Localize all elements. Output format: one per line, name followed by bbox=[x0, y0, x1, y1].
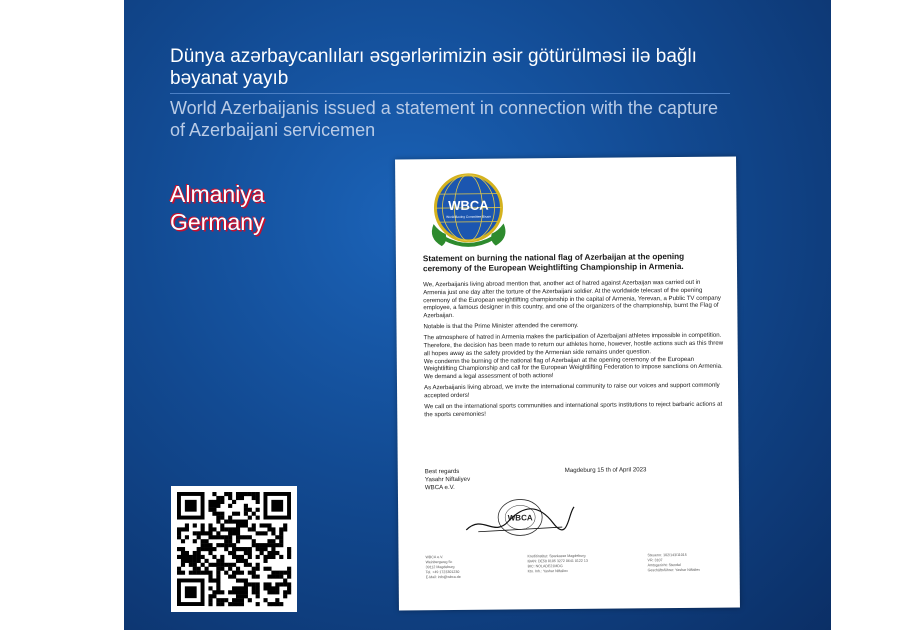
footer-line: VR: 3107 bbox=[647, 558, 663, 563]
country-en: Germany bbox=[170, 209, 265, 235]
footer-line: 39112 Magdeburg bbox=[425, 564, 455, 570]
title-azerbaijani: Dünya azərbaycanlıları əsgərlərimizin əsir götürülməsi ilə bağlı bəyanat yayıb bbox=[170, 46, 697, 89]
logo-text: WBCA bbox=[448, 197, 489, 214]
qr-code-graphic bbox=[171, 486, 297, 612]
footer-line: Kreditinstitut: Sparkasse Magdeburg bbox=[527, 553, 586, 559]
letter-paragraph: We call on the international sports communities and international sports institutions to reject barbaric actions at the sports ceremonies! bbox=[424, 400, 723, 418]
country-label bbox=[170, 180, 265, 236]
title-divider bbox=[170, 93, 730, 94]
footer-line: Kto. Inh.: Yashar Niftaliev bbox=[527, 569, 568, 574]
country-az: Almaniya bbox=[170, 181, 265, 207]
title-english: World Azerbaijanis issued a statement in connection with the capture of Azerbaijani servicemen bbox=[170, 98, 718, 140]
wbca-logo-icon bbox=[423, 171, 514, 252]
letter-closing bbox=[425, 466, 725, 492]
closing-name: Yasahr Niftaliyev bbox=[424, 475, 471, 484]
footer-line: BIC: NOLADE21MDG bbox=[527, 564, 563, 569]
letter-paragraph: As Azerbaijanis living abroad, we invite the international community to raise our voices and support commonly accepted orders! bbox=[424, 381, 720, 400]
closing-regards: Best regards bbox=[424, 467, 460, 476]
qr-code-icon[interactable] bbox=[171, 486, 297, 612]
signature-stamp-icon bbox=[458, 493, 578, 544]
footer-col-registry bbox=[647, 553, 700, 573]
letter-paragraph: The atmosphere of hatred in Armenia makes the participation of Azerbaijani athletes impossible in competition. Therefore, the decision has been made to return our athletes home, however, hostile actions such as this threw all hopes away as the safety provided by the Armenian side remains under question. bbox=[423, 331, 724, 358]
footer-line: E-Mail: info@wbca.de bbox=[425, 574, 461, 580]
letter-title: Statement on burning the national flag of Azerbaijan at the opening ceremony of the European Weightlifting Championship in Armenia. bbox=[422, 251, 685, 274]
main-panel bbox=[124, 0, 831, 630]
footer-col-address bbox=[425, 555, 460, 580]
closing-org: WBCA e.V. bbox=[424, 483, 455, 491]
logo-subtext: World Boxing Committee Bisam bbox=[446, 214, 492, 220]
footer-line: Geschäftsführer: Yashar Niftaliev bbox=[647, 567, 701, 573]
letter-body bbox=[423, 279, 724, 422]
footer-line: WBCA e.V. bbox=[425, 555, 444, 560]
footer-line: Amtsgericht: Stendal bbox=[647, 563, 681, 568]
letter-paragraph: We demand a legal assessment of both actions! bbox=[423, 372, 554, 381]
closing-date: Magdeburg 15 th of April 2023 bbox=[564, 466, 647, 475]
footer-col-bank bbox=[527, 554, 588, 575]
letter-footer bbox=[425, 553, 725, 596]
letter-paragraph: We condemn the burning of the national flag of Azerbaijan at the opening ceremony of the European Weightlifting Championship and call for the European Weightlifting Federation to impose sanctions on Armenia. bbox=[423, 355, 723, 373]
letter-paragraph: Notable is that the Prime Minister attended the ceremony. bbox=[423, 322, 579, 331]
letter-paragraph: We, Azerbaijanis living abroad mention that, another act of hatred against Azerbaijan was carried out in Armenia just one day after the torture of the Azerbaijani soldier. At the worldwide telecast of the opening ceremony of the European weightlifting championship in the capital of Armenia, Yerevan, a Public TV company employee, a famous designer in this country, and one of the organizers of the championship, burnt the Flag of Azerbaijan. bbox=[423, 278, 721, 320]
statement-letter bbox=[395, 157, 740, 611]
footer-line: Tel. +49 1723301230 bbox=[425, 569, 460, 575]
stamp-text: WBCA bbox=[507, 513, 533, 523]
footer-line: Weinbergweg 5c bbox=[425, 560, 453, 565]
footer-line: IBAN: DE50 8105 3272 0641 0122 13 bbox=[527, 558, 588, 564]
footer-line: Steuernr. 102/143/11015 bbox=[647, 552, 687, 558]
